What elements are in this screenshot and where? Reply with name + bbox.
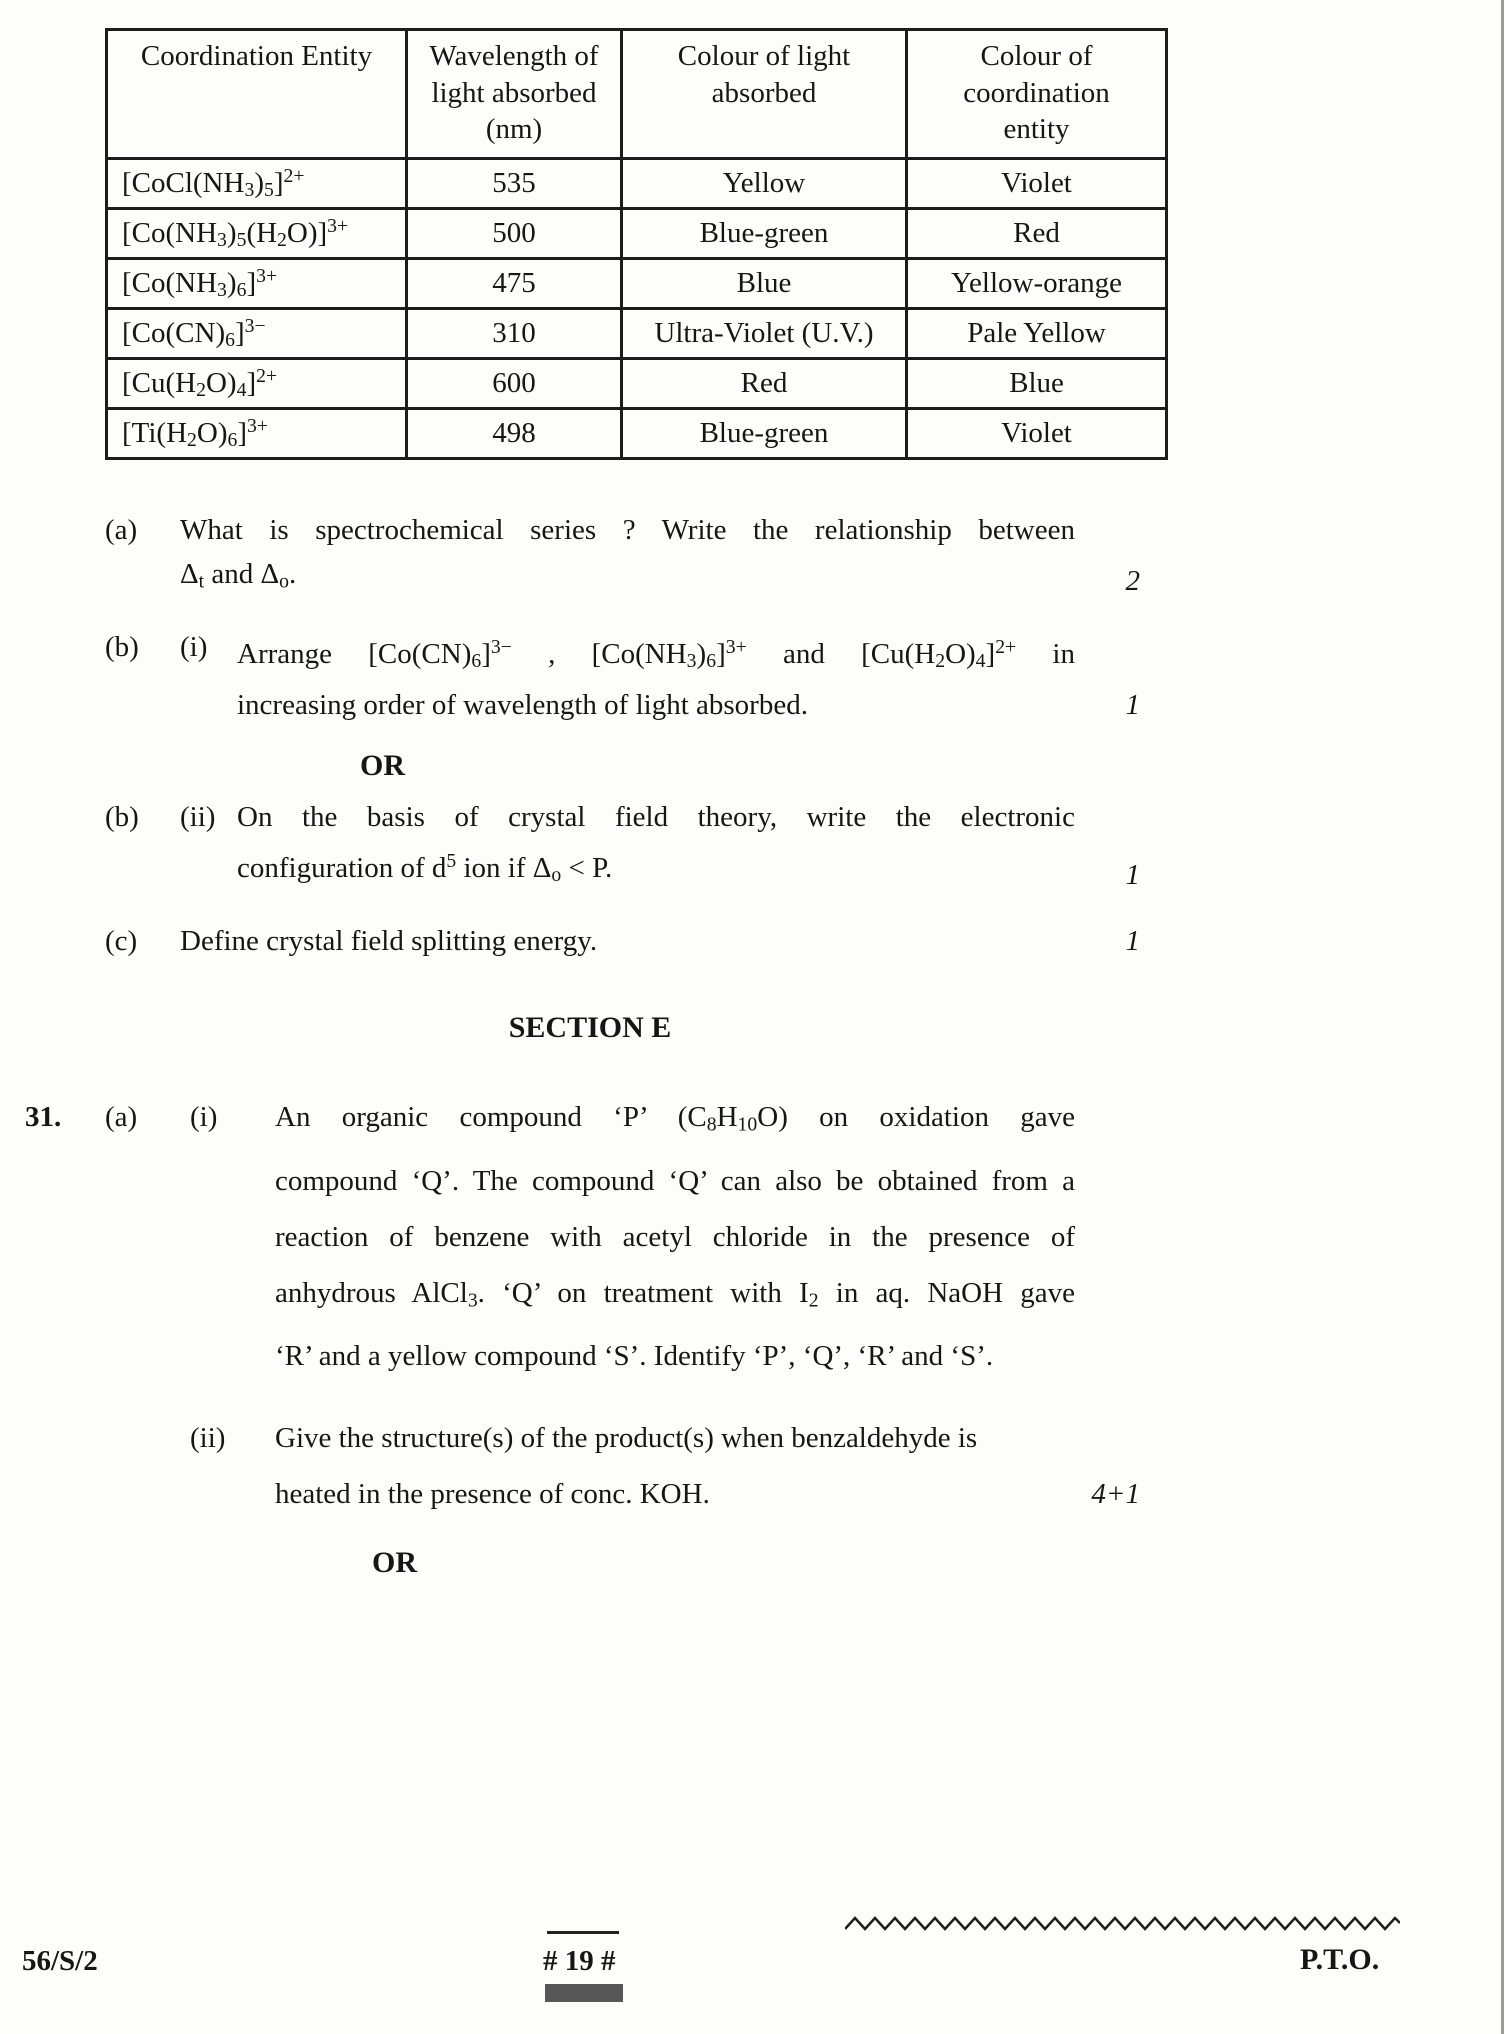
scan-edge-artifact <box>1501 0 1504 2034</box>
question-text <box>180 508 1075 603</box>
page-number: # 19 # <box>543 1945 616 1977</box>
section-heading: SECTION E <box>508 1011 672 1045</box>
text-line: configuration of $d^5$ ion if $\Delta_o < P$. <box>237 850 613 887</box>
table-row <box>107 308 1167 358</box>
text-line: compound ‘Q’. The compound ‘Q’ can also be obtained from a <box>275 1164 1075 1197</box>
part-label: (b) <box>105 801 139 834</box>
table-row <box>107 358 1167 408</box>
wavelength-cell: 500 <box>407 208 622 258</box>
wavelength-cell: 535 <box>407 158 622 208</box>
header-wavelength: Wavelength of light absorbed (nm) <box>407 30 622 159</box>
question-body <box>190 1089 1140 1522</box>
header-entity-colour: Colour of coordination entity <box>907 30 1167 159</box>
entity-cell: $[Ti(H_2O)_6]^{3+}$ <box>107 408 407 458</box>
text-line: Define crystal field splitting energy. <box>180 925 598 958</box>
light-colour-cell: Ultra-Violet (U.V.) <box>622 308 907 358</box>
question-text <box>180 919 1075 963</box>
table-header-row <box>107 30 1167 159</box>
question-text <box>275 1410 1075 1522</box>
light-colour-cell: Blue-green <box>622 408 907 458</box>
subpart-label: (ii) <box>190 1421 226 1454</box>
table-row <box>107 158 1167 208</box>
text-line: ‘R’ and a yellow compound ‘S’. Identify ‘P’, ‘Q’, ‘R’ and ‘S’. <box>275 1339 994 1372</box>
light-colour-cell: Yellow <box>622 158 907 208</box>
part-label: (a) <box>105 513 138 546</box>
wavelength-cell: 475 <box>407 258 622 308</box>
entity-cell: $[Cu(H_2O)_4]^{2+}$ <box>107 358 407 408</box>
question-part-a <box>105 508 1140 603</box>
entity-colour-cell: Yellow-orange <box>907 258 1167 308</box>
marks-value: 1 <box>1125 925 1140 958</box>
entity-cell: $[CoCl(NH_3)_5]^{2+}$ <box>107 158 407 208</box>
paper-code: 56/S/2 <box>22 1945 98 1977</box>
text-line: Give the structure(s) of the product(s) when benzaldehyde is <box>275 1421 978 1454</box>
subquestion-ii <box>190 1410 1140 1522</box>
question-text <box>237 795 1075 897</box>
entity-colour-cell: Violet <box>907 158 1167 208</box>
page-number-rule <box>547 1931 619 1934</box>
wavelength-cell: 310 <box>407 308 622 358</box>
header-coordination-entity: Coordination Entity <box>107 30 407 159</box>
wavelength-cell: 600 <box>407 358 622 408</box>
table-row <box>107 258 1167 308</box>
subquestion-i <box>190 1089 1140 1384</box>
text-line: $\Delta_t$ and $\Delta_o$. <box>180 557 297 592</box>
text-line: What is spectrochemical series ? Write the relationship between <box>180 513 1075 546</box>
question-30-parts <box>105 508 1140 1046</box>
text-line: increasing order of wavelength of light absorbed. <box>237 689 808 722</box>
question-text <box>237 625 1075 727</box>
entity-cell: $[Co(NH_3)_6]^{3+}$ <box>107 258 407 308</box>
wavy-line <box>845 1915 1400 1933</box>
or-separator: OR <box>360 749 405 783</box>
question-part-c <box>105 919 1140 963</box>
entity-cell: $[Co(NH_3)_5(H_2O)]^{3+}$ <box>107 208 407 258</box>
subpart-label: (ii) <box>180 801 216 834</box>
or-separator: OR <box>372 1545 417 1579</box>
entity-colour-cell: Violet <box>907 408 1167 458</box>
marks-value: 4+1 <box>1091 1477 1140 1510</box>
text-line: An organic compound ‘P’ $(C_8H_{10}O)$ on oxidation gave <box>275 1101 1075 1136</box>
marks-value: 1 <box>1125 689 1140 722</box>
marks-value: 2 <box>1125 564 1140 597</box>
table-row <box>107 208 1167 258</box>
text-line: anhydrous AlCl$_3$. ‘Q’ on treatment with $I_2$ in aq. NaOH gave <box>275 1276 1075 1311</box>
table-row <box>107 408 1167 458</box>
wavelength-cell: 498 <box>407 408 622 458</box>
question-31 <box>25 1089 1140 1522</box>
pto-label: P.T.O. <box>1300 1943 1380 1976</box>
question-number: 31. <box>25 1101 62 1134</box>
light-colour-cell: Blue-green <box>622 208 907 258</box>
entity-colour-cell: Pale Yellow <box>907 308 1167 358</box>
question-text <box>275 1089 1075 1384</box>
entity-colour-cell: Blue <box>907 358 1167 408</box>
subpart-label: (i) <box>180 630 208 663</box>
subpart-label: (i) <box>190 1101 218 1134</box>
question-part-b-i <box>105 625 1140 727</box>
light-colour-cell: Red <box>622 358 907 408</box>
part-label: (a) <box>105 1101 138 1134</box>
text-line: On the basis of crystal field theory, write the electronic <box>237 801 1075 834</box>
text-line: reaction of benzene with acetyl chloride in the presence of <box>275 1220 1075 1253</box>
light-colour-cell: Blue <box>622 258 907 308</box>
part-label: (c) <box>105 925 138 958</box>
entity-cell: $[Co(CN)_6]^{3-}$ <box>107 308 407 358</box>
text-line: heated in the presence of conc. KOH. <box>275 1477 710 1510</box>
absorption-table <box>105 28 1168 460</box>
text-line: Arrange $[Co(CN)_6]^{3-}$ , $[Co(NH_3)_6]^{3+}$ and $[Cu(H_2O)_4]^{2+}$ in <box>237 635 1075 673</box>
redaction-bar <box>545 1984 623 2002</box>
part-label: (b) <box>105 630 139 663</box>
entity-colour-cell: Red <box>907 208 1167 258</box>
question-part-b-ii <box>105 795 1140 897</box>
marks-value: 1 <box>1125 859 1140 892</box>
header-light-colour: Colour of light absorbed <box>622 30 907 159</box>
